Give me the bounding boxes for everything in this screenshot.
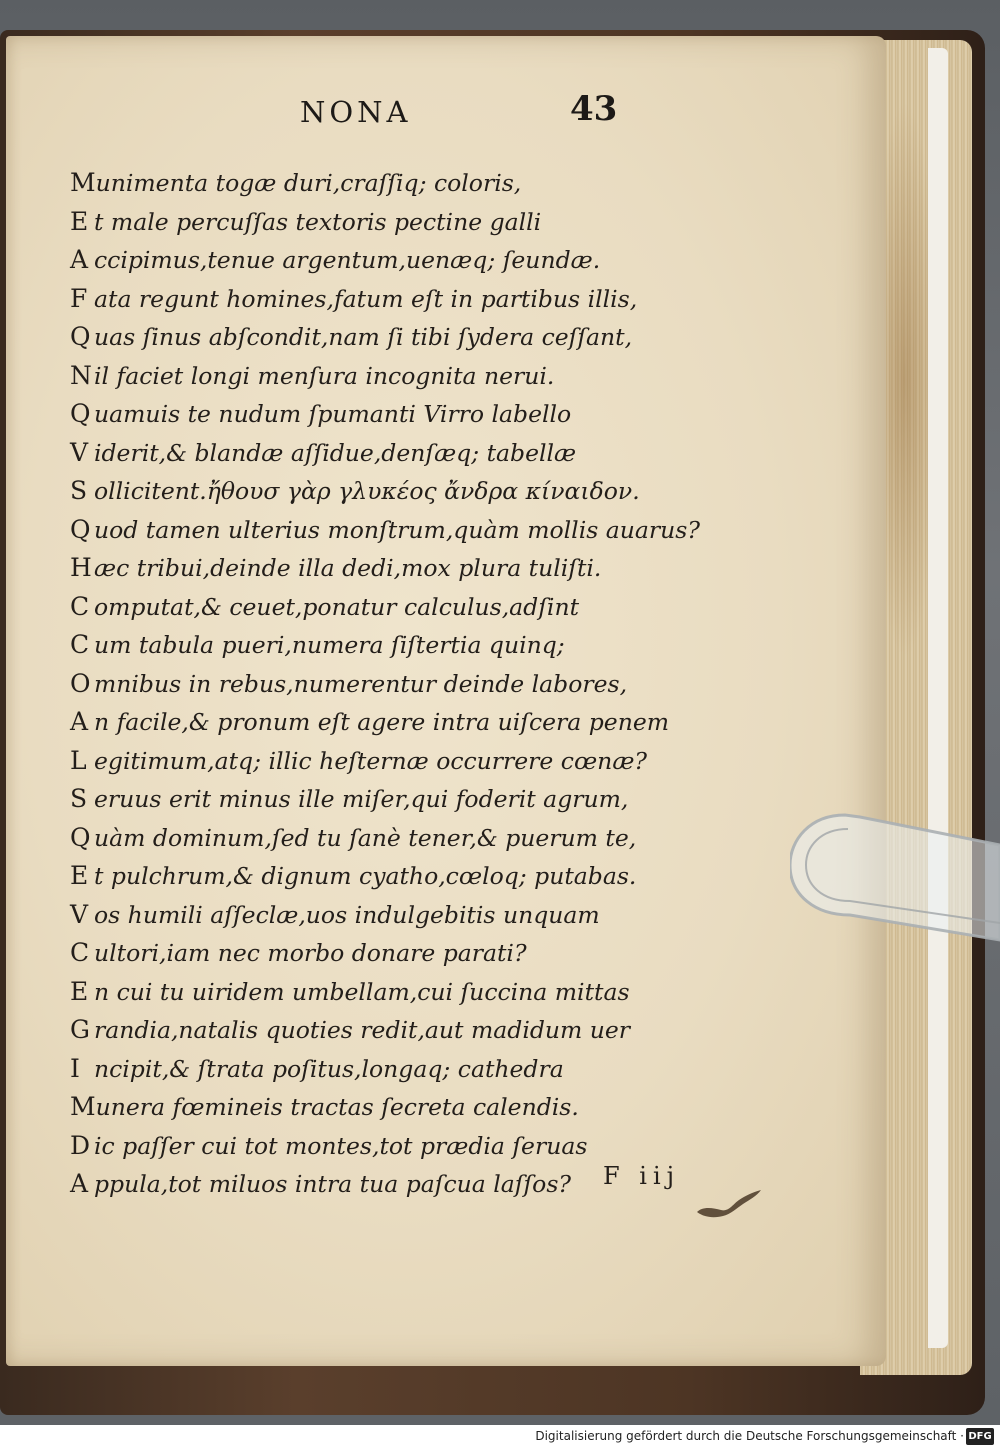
line-initial: V	[70, 899, 89, 929]
signature-mark: F iij	[603, 1162, 681, 1190]
verse-line	[70, 934, 790, 973]
line-initial: A	[70, 1169, 89, 1198]
verse-line	[70, 626, 790, 665]
verse-line	[70, 780, 790, 819]
line-initial: E	[70, 206, 89, 236]
line-initial: Q	[70, 514, 91, 544]
line-text: unimenta togæ duri,craſſiq; coloris,	[95, 169, 522, 197]
ink-blot	[695, 1188, 763, 1220]
line-text: mnibus in rebus,numerentur deinde labores,	[94, 669, 628, 698]
line-text: eruus erit minus ille miſer,qui foderit agrum,	[94, 785, 629, 813]
line-text: n facile,& pronum eſt agere intra uiſcera penem	[94, 708, 670, 736]
line-text: ata regunt homines,fatum eſt in partibus illis,	[94, 284, 638, 313]
verse-line	[70, 203, 790, 242]
digitization-footer	[0, 1425, 1000, 1449]
line-initial: S	[70, 784, 88, 813]
verse-line	[70, 896, 790, 935]
line-text: t pulchrum,& dignum cyatho,cœloq; putabas.	[94, 862, 637, 890]
verse-text	[70, 164, 790, 1204]
line-text: uamuis te nudum ſpumanti Virro labello	[94, 400, 572, 428]
line-text: omputat,& ceuet,ponatur calculus,adſint	[94, 592, 580, 621]
line-text: um tabula pueri,numera ſiſtertia quinq;	[94, 631, 565, 659]
line-initial: C	[70, 591, 90, 621]
verse-line	[70, 511, 790, 550]
verse-line	[70, 280, 790, 319]
line-initial: N	[70, 360, 92, 390]
verse-line	[70, 819, 790, 858]
line-initial: A	[70, 707, 89, 736]
verse-line	[70, 241, 790, 280]
line-initial: D	[70, 1130, 91, 1160]
line-initial: Q	[70, 399, 91, 428]
line-initial: H	[70, 553, 92, 582]
line-text: ncipit,& ſtrata poſitus,longaq; cathedra	[94, 1054, 564, 1083]
line-text: unera fœmineis tractas ſecreta calendis.	[95, 1093, 579, 1121]
page-header	[0, 89, 860, 135]
line-text: uàm dominum,ſed tu ſanè tener,& puerum te,	[94, 823, 637, 852]
verse-line	[70, 973, 790, 1012]
line-initial: M	[70, 168, 96, 197]
verse-line	[70, 1165, 790, 1204]
verse-line	[70, 164, 790, 203]
line-text: ultori,iam nec morbo donare parati?	[94, 939, 527, 967]
line-initial: G	[70, 1015, 90, 1044]
line-initial: F	[70, 283, 88, 313]
line-text: æc tribui,deinde illa dedi,mox plura tuliſti.	[94, 554, 602, 582]
verse-line	[70, 1127, 790, 1166]
line-text: iderit,& blandæ aſſidue,denſæq; tabellæ	[94, 438, 577, 467]
line-text: n cui tu uiridem umbellam,cui ſuccina mittas	[94, 977, 630, 1006]
verse-line	[70, 588, 790, 627]
line-initial: E	[70, 976, 89, 1006]
page-number: 43	[570, 89, 618, 129]
line-text: t male percuſſas textoris pectine galli	[94, 207, 542, 236]
line-text: uod tamen ulterius monſtrum,quàm mollis auarus?	[94, 515, 700, 544]
line-initial: I	[70, 1053, 80, 1083]
line-initial: S	[70, 476, 88, 505]
line-text: egitimum,atq; illic heſternæ occurrere cœnæ?	[94, 746, 648, 775]
line-initial: L	[70, 745, 87, 775]
line-initial: Q	[70, 322, 91, 351]
line-text: os humili aſſeclæ,uos indulgebitis unquam	[94, 900, 600, 929]
line-text: il faciet longi menſura incognita nerui.	[94, 361, 555, 390]
line-text: randia,natalis quoties redit,aut madidum uer	[94, 1016, 631, 1044]
line-initial: E	[70, 861, 89, 890]
line-initial: O	[70, 668, 91, 698]
line-initial: V	[70, 437, 89, 467]
line-initial: Q	[70, 822, 91, 852]
verse-line	[70, 857, 790, 896]
verse-line	[70, 1050, 790, 1089]
line-text: ccipimus,tenue argentum,uenæq; ſeundæ.	[94, 246, 601, 274]
line-text: ollicitent.ἤθουσ γὰρ γλυκέος ἄνδρα κίναιδον.	[94, 477, 640, 505]
verse-line	[70, 318, 790, 357]
bookmark-clip	[790, 805, 1000, 945]
inserted-sheet	[928, 48, 948, 1348]
verse-line	[70, 395, 790, 434]
line-initial: C	[70, 938, 90, 967]
footer-credit: Digitalisierung gefördert durch die Deutsche Forschungsgemeinschaft ·	[535, 1429, 964, 1443]
running-head: NONA	[300, 95, 412, 129]
line-text: ppula,tot miluos intra tua paſcua laſſos?	[94, 1170, 571, 1198]
line-initial: M	[70, 1092, 96, 1121]
dfg-logo: DFG	[966, 1428, 994, 1445]
verse-line	[70, 742, 790, 781]
verse-line	[70, 357, 790, 396]
verse-line	[70, 703, 790, 742]
line-text: ic paſſer cui tot montes,tot prædia ſeruas	[94, 1131, 588, 1160]
verse-line	[70, 549, 790, 588]
line-text: uas ſinus abſcondit,nam ſi tibi ſydera ceſſant,	[94, 323, 633, 351]
verse-line	[70, 472, 790, 511]
verse-line	[70, 1011, 790, 1050]
line-initial: C	[70, 630, 90, 659]
verse-line	[70, 665, 790, 704]
verse-line	[70, 434, 790, 473]
line-initial: A	[70, 245, 89, 274]
verse-line	[70, 1088, 790, 1127]
